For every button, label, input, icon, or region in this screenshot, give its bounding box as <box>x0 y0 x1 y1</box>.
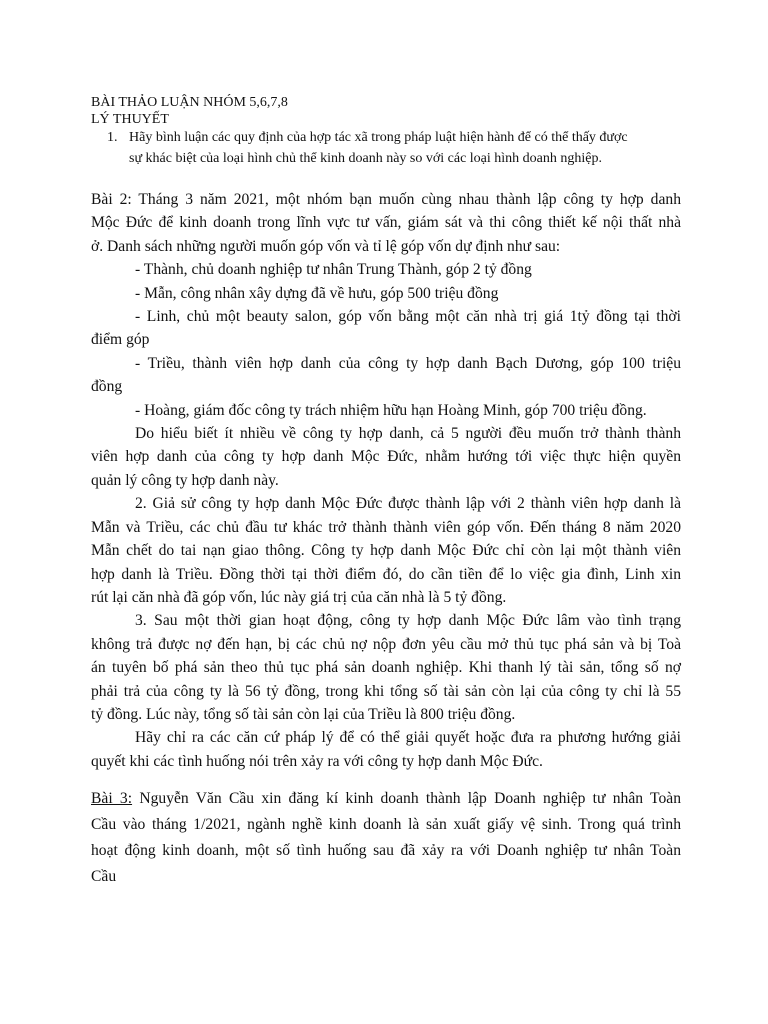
text-line: rút lại căn nhà đã góp vốn, lúc này giá trị của căn nhà là 5 tỷ đồng. <box>91 588 507 606</box>
situation-3: 3. Sau một thời gian hoạt động, công ty hợp danh Mộc Đức lâm vào tình trạng <box>135 612 681 630</box>
text-line: viên hợp danh của công ty hợp danh Mộc Đức, nhằm hướng tới việc thực hiện quyền <box>91 448 681 466</box>
text-line: quyết khi các tình huống nói trên xảy ra với công ty hợp danh Mộc Đức. <box>91 752 543 770</box>
document-header <box>91 94 691 128</box>
contributor-list-item: - Hoàng, giám đốc công ty trách nhiệm hữu hạn Hoàng Minh, góp 700 triệu đồng. <box>135 401 647 419</box>
text-line: ở. Danh sách những người muốn góp vốn và tỉ lệ góp vốn dự định như sau: <box>91 237 561 255</box>
exercise-3 <box>91 786 681 890</box>
text-line: Bài 2: Tháng 3 năm 2021, một nhóm bạn muốn cùng nhau thành lập công ty hợp danh <box>91 191 681 208</box>
text-line: Mẫn và Triều, các chủ đầu tư khác trở thành thành viên góp vốn. Đến tháng 8 năm 2020 <box>91 518 681 536</box>
theory-question-1 <box>107 127 687 169</box>
text-line: Mộc Đức để kinh doanh trong lĩnh vực tư vấn, giám sát và thi công thiết kế nội thất nhà <box>91 214 681 232</box>
text-line: Cầu vào tháng 1/2021, ngành nghề kinh doanh là sản xuất giấy vệ sinh. Trong quá trình <box>91 816 681 833</box>
text-line: đồng <box>91 378 123 396</box>
text-line: điểm góp <box>91 331 150 349</box>
text-line: Cầu <box>91 868 117 885</box>
exercise-2 <box>91 188 681 773</box>
document-title: BÀI THẢO LUẬN NHÓM 5,6,7,8 <box>91 95 288 110</box>
text-line: Mẫn chết do tai nạn giao thông. Công ty hợp danh Mộc Đức chỉ còn lại một thành viên <box>91 542 681 560</box>
theory-question-text <box>129 127 687 169</box>
contributor-list-item: - Triều, thành viên hợp danh của công ty hợp danh Bạch Dương, góp 100 triệu <box>135 354 681 372</box>
contributor-list-item: - Thành, chủ doanh nghiệp tư nhân Trung Thành, góp 2 tỷ đồng <box>135 261 532 279</box>
text-line <box>91 786 681 812</box>
text-line: Do hiểu biết ít nhiều về công ty hợp danh, cả 5 người đều muốn trở thành thành <box>135 425 681 443</box>
exercise-3-label: Bài 3: <box>91 790 133 807</box>
text-line: tỷ đồng. Lúc này, tổng số tài sản còn lại của Triều là 800 triệu đồng. <box>91 705 516 723</box>
text-line: án tuyên bố phá sản theo thủ tục phá sản doanh nghiệp. Khi thanh lý tài sản, tổng số nợ <box>91 659 681 677</box>
text-line: hoạt động kinh doanh, một số tình huống sau đã xảy ra với Doanh nghiệp tư nhân Toàn <box>91 842 681 859</box>
exercise-2-question: Hãy chỉ ra các căn cứ pháp lý để có thể giải quyết hoặc đưa ra phương hướng giải <box>135 729 681 747</box>
situation-2: 2. Giả sử công ty hợp danh Mộc Đức được thành lập với 2 thành viên hợp danh là <box>135 495 681 513</box>
text-line: không trả được nợ đến hạn, bị các chủ nợ nộp đơn yêu cầu mở thủ tục phá sản và bị Toà <box>91 635 681 653</box>
text-line: hợp danh là Triều. Đồng thời tại thời điểm đó, do cần tiền để lo việc gia đình, Linh xin <box>91 565 681 583</box>
contributor-list-item: - Linh, chủ một beauty salon, góp vốn bằng một căn nhà trị giá 1tỷ đồng tại thời <box>135 308 681 326</box>
section-heading-theory: LÝ THUYẾT <box>91 112 169 127</box>
contributor-list-item: - Mẫn, công nhân xây dựng đã về hưu, góp 500 triệu đồng <box>135 284 499 302</box>
text-run: Nguyễn Văn Cầu xin đăng kí kinh doanh thành lập Doanh nghiệp tư nhân Toàn <box>132 790 681 807</box>
text-line: Hãy bình luận các quy định của hợp tác xã trong pháp luật hiện hành để có thể thấy được <box>129 130 628 145</box>
text-line: sự khác biệt của loại hình chủ thể kinh doanh này so với các loại hình doanh nghiệp. <box>129 151 602 166</box>
list-number: 1. <box>107 130 118 145</box>
text-line: phải trả của công ty là 56 tỷ đồng, trong khi tổng số tài sản còn lại của công ty chỉ là 55 <box>91 682 681 700</box>
text-line: quản lý công ty hợp danh này. <box>91 471 279 489</box>
